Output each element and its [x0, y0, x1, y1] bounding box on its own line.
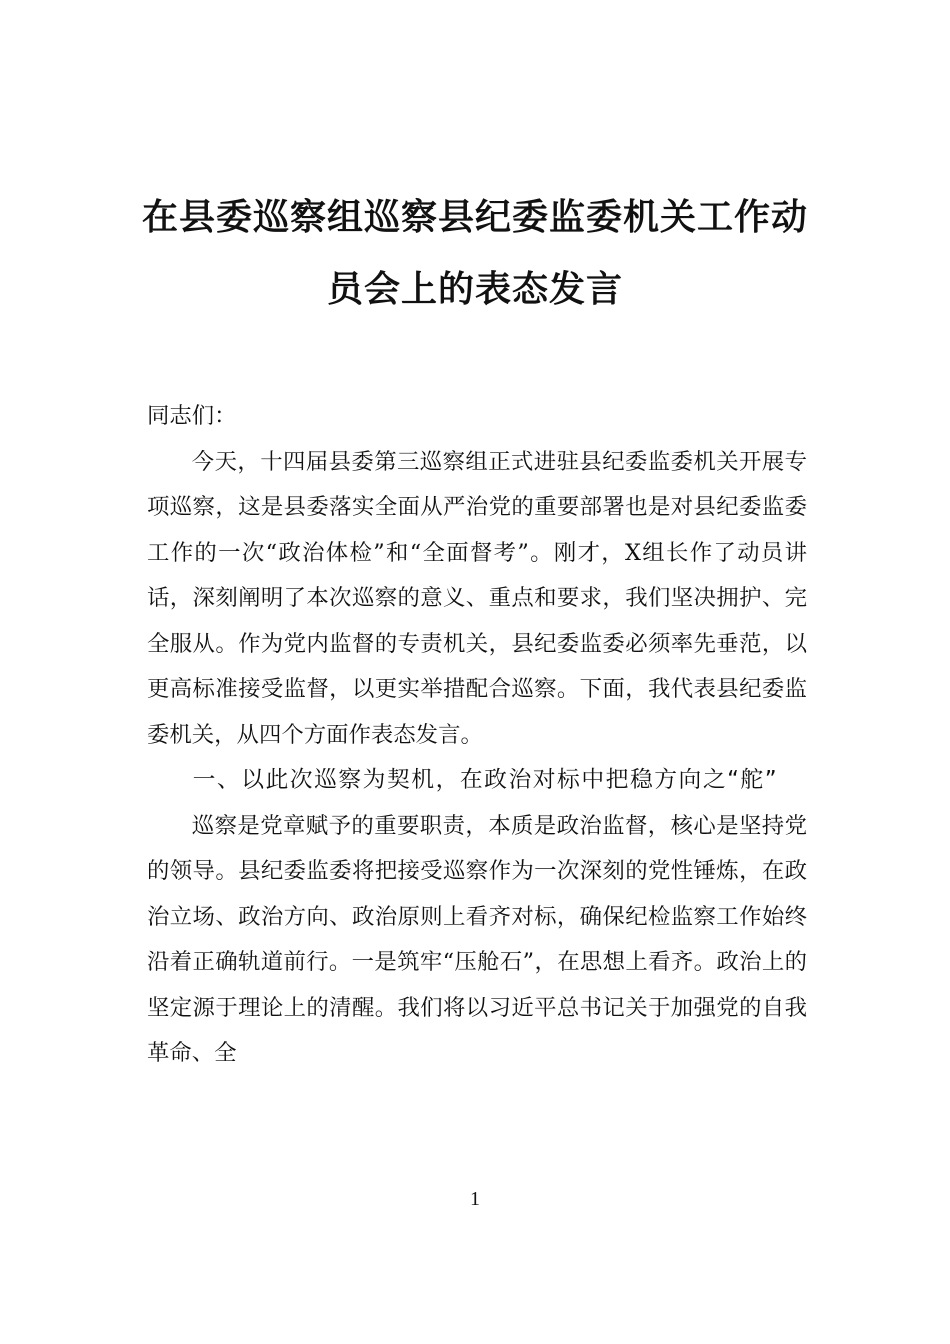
section-heading-1: 一、以此次巡察为契机，在政治对标中把稳方向之“舵” [192, 767, 779, 793]
document-body [147, 394, 807, 1077]
page-number: 1 [470, 1188, 480, 1210]
document-title-line-2: 员会上的表态发言 [326, 268, 623, 310]
paragraph-section-1: 巡察是党章赋予的重要职责，本质是政治监督，核心是坚持党的领导。县纪委监委将把接受巡察作为一次深刻的党性锤炼，在政治立场、政治方向、政治原则上看齐对标，确保纪检监察工作始终沿着正确轨道前行。一是筑牢“压舱石”，在思想上看齐。政治上的坚定源于理论上的清醒。我们将以习近平总书记关于加强党的自我革命、全 [147, 812, 807, 1066]
greeting: 同志们： [147, 403, 237, 429]
document-title-line-1: 在县委巡察组巡察县纪委监委机关工作动 [141, 196, 808, 238]
paragraph-intro: 今天，十四届县委第三巡察组正式进驻县纪委监委机关开展专项巡察，这是县委落实全面从严治党的重要部署也是对县纪委监委工作的一次“政治体检”和“全面督考”。刚才，X组长作了动员讲话，深刻阐明了本次巡察的意义、重点和要求，我们坚决拥护、完全服从。作为党内监督的专责机关，县纪委监委必须率先垂范，以更高标准接受监督，以更实举措配合巡察。下面，我代表县纪委监委机关，从四个方面作表态发言。 [147, 448, 807, 748]
